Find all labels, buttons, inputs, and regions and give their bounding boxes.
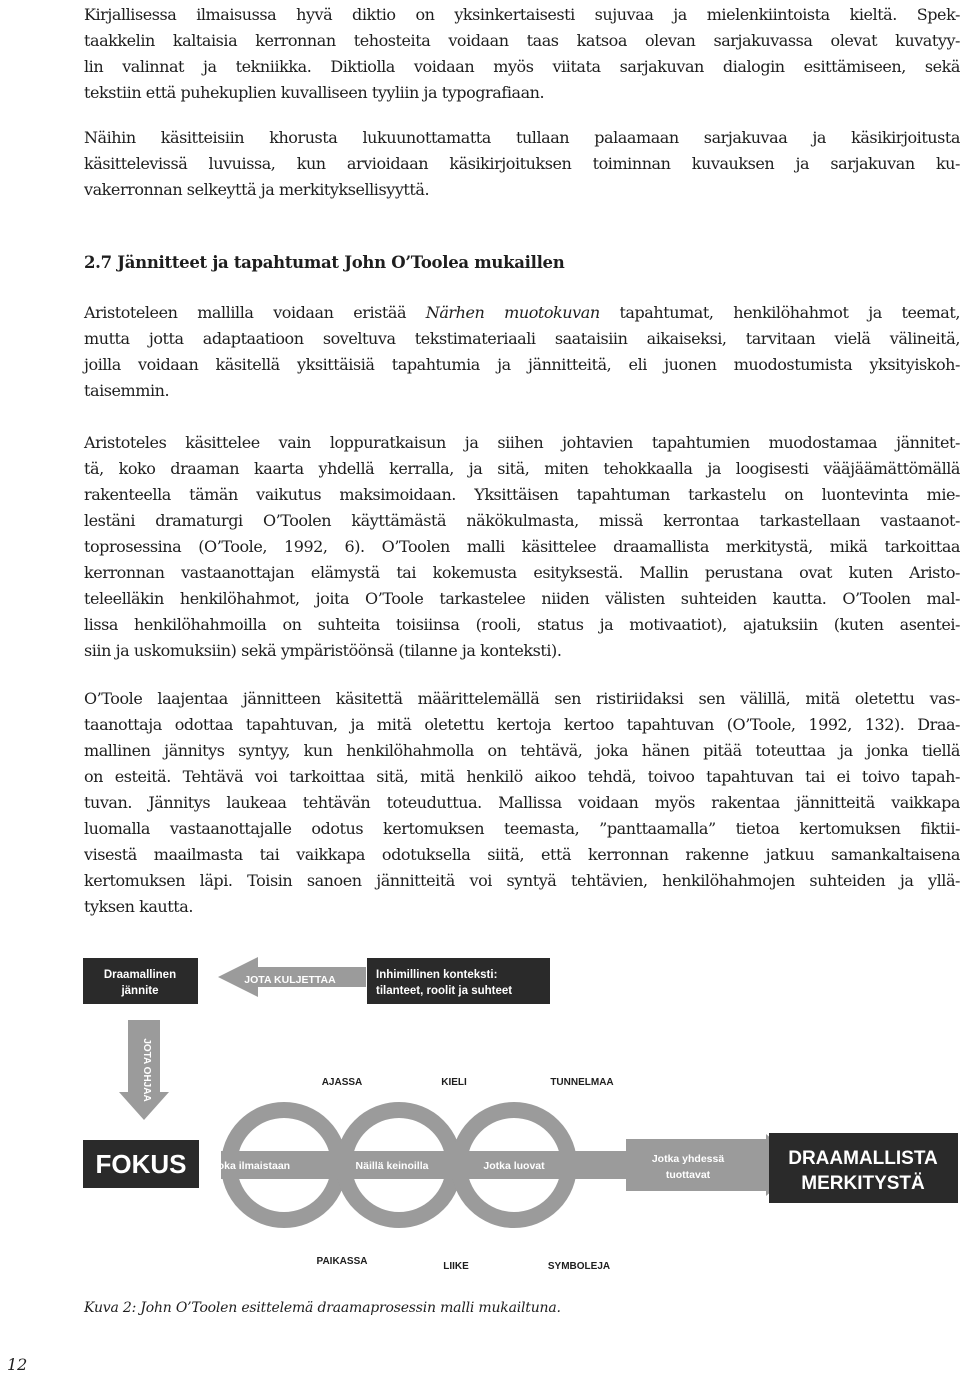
box-inhimillinen-konteksti bbox=[367, 958, 550, 1004]
text-segment: Aristoteleen mallilla voidaan eristää bbox=[84, 303, 426, 322]
text-line: mutta jotta adaptaatioon soveltuva tekstimateriaali saataisiin aikaiseksi, tarvitaan vielä välineitä, bbox=[84, 329, 960, 348]
page-number: 12 bbox=[7, 1355, 28, 1374]
chain-label-joka-ilmaistaan: Joka ilmaistaan bbox=[211, 1160, 291, 1172]
text-line: tekstiin että puhekuplien kuvalliseen tyyliin ja typografiaan. bbox=[84, 83, 545, 102]
paragraph-khorus bbox=[84, 125, 960, 203]
text-line: lin valinnat ja tekniikka. Diktiolla voidaan myös viitata sarjakuvan dialogin esittämiseen, sekä bbox=[84, 57, 960, 76]
arrow-label-jota-kuljettaa: JOTA KULJETTAA bbox=[244, 974, 336, 986]
text-line: toprosessina (O’Toole, 1992, 6). O’Toolen malli käsittelee draamallista merkitystä, mikä tarkoittaa bbox=[84, 537, 960, 556]
text-line: mallinen jännitys syntyy, kun henkilöhahmolla on tehtävä, joka hänen pitää toteuttaa ja jonka tiellä bbox=[84, 741, 960, 760]
text-line: kerronnan vastaanottajan elämystä tai kokemusta esityksestä. Mallin perustana ovat kuten Aristo- bbox=[84, 563, 960, 582]
label-ajassa: AJASSA bbox=[321, 1077, 363, 1088]
chain-label-line: tuottavat bbox=[665, 1169, 711, 1181]
text-line: visestä maailmasta tai vaikkapa odotuksella siitä, että kerronnan rakenne jatkuu samankaltaisena bbox=[84, 845, 960, 864]
text-line: on esteitä. Tehtävä voi tarkoittaa sitä, mitä henkilö aikoo tehdä, toivoo tapahtuvan tai ei toivo tapah- bbox=[84, 767, 960, 786]
text-line: teleelläkin henkilöhahmot, joita O’Toole tarkastelee niiden välisten suhteiden kautta. O’Toolen mal- bbox=[84, 589, 960, 608]
label-symboleja: SYMBOLEJA bbox=[547, 1261, 611, 1272]
drama-process-diagram bbox=[80, 932, 960, 1282]
box-label-line: Inhimillinen konteksti: bbox=[376, 969, 498, 981]
box-label-fokus: FOKUS bbox=[95, 1149, 187, 1179]
text-segment: tapahtumat, henkilöhahmot ja teemat, bbox=[599, 303, 960, 322]
box-label-line: jännite bbox=[121, 985, 159, 997]
label-paikassa: PAIKASSA bbox=[316, 1256, 368, 1267]
text-line: rakenteella tämän vaikutus maksimoidaan. Yksittäisen tapahtuman tarkastelu on luontevinta mie- bbox=[84, 485, 960, 504]
text-line: tä, koko draaman kaarta yhdellä kerralla, ja sitä, miten tehokkaalla ja loogisesti vääjäämättömällä bbox=[84, 459, 960, 478]
chain-arrow-body bbox=[626, 1139, 766, 1191]
text-line: Kirjallisessa ilmaisussa hyvä diktio on yksinkertaisesti sujuvaa ja mielenkiintoista kieltä. Spek- bbox=[84, 5, 960, 24]
text-line bbox=[84, 300, 960, 326]
text-line: taisemmin. bbox=[84, 381, 170, 400]
arrow-label-jota-ohjaa: JOTA OHJAA bbox=[141, 1038, 152, 1102]
text-line: Näihin käsitteisiin khorusta lukuunottamatta tullaan palaamaan sarjakuvaa ja käsikirjoitusta bbox=[84, 128, 960, 147]
paragraph-diktio bbox=[84, 2, 960, 106]
text-line: Aristoteles käsittelee vain loppuratkaisun ja siihen johtavien tapahtumien muodostamaa jännitet- bbox=[84, 433, 960, 452]
work-title: Närhen muotokuvan bbox=[425, 303, 600, 322]
text-line: tuvan. Jännitys laukeaa tehtävän toteuduttua. Mallissa voidaan myös rakentaa jännitteitä vaikkapa bbox=[84, 793, 960, 812]
chain-label-line: Jotka yhdessä bbox=[651, 1153, 725, 1165]
label-liike: LIIKE bbox=[443, 1261, 469, 1272]
text-line: taanottaja odottaa tapahtuvan, ja mitä oletettu kertoja kertoo tapahtuvan (O’Toole, 1992, 132). Draa- bbox=[84, 715, 960, 734]
text-line: luomalla vastaanottajalle odotus kertomuksen teemasta, ”panttaamalla” tietoa kertomuksen fiktii- bbox=[84, 819, 960, 838]
chain-label-jotka-luovat: Jotka luovat bbox=[483, 1160, 545, 1172]
text-line: käsittelevissä luvuissa, kun arvioidaan käsikirjoituksen toiminnan kuvauksen ja sarjakuvan ku- bbox=[84, 154, 960, 173]
paragraph-aristoteles-malli bbox=[84, 300, 960, 404]
figure-caption: Kuva 2: John O’Toolen esittelemä draamaprosessin malli mukailtuna. bbox=[84, 1300, 561, 1316]
text-line: tyksen kautta. bbox=[84, 897, 193, 916]
text-line: kertomuksen läpi. Toisin sanoen jännitteitä voi syntyä tehtävien, henkilöhahmojen suhteiden ja yllä- bbox=[84, 871, 960, 890]
text-line: lissa henkilöhahmoilla on suhteita toisiinsa (rooli, status ja motivaatiot), ajatuksiin (kuten asentei- bbox=[84, 615, 960, 634]
box-label-line: DRAAMALLISTA bbox=[788, 1148, 938, 1169]
box-label-line: MERKITYSTÄ bbox=[801, 1173, 925, 1194]
chain-label-naailla-keinoilla: Näillä keinoilla bbox=[355, 1160, 429, 1172]
box-label-line: Draamallinen bbox=[103, 969, 177, 981]
text-line: siin ja uskomuksiin) sekä ympäristöönsä (tilanne ja konteksti). bbox=[84, 641, 562, 660]
paragraph-jannite bbox=[84, 686, 960, 920]
text-line: taakkelin kaltaisia kerronnan tehosteita voidaan taas katsoa olevan sarjakuvassa olevat kuvatyy- bbox=[84, 31, 960, 50]
text-line: lestäni dramaturgi O’Toolen käyttämästä näkökulmasta, missä kerrontaa tarkastellaan vastaanot- bbox=[84, 511, 960, 530]
box-draamallinen-jannite bbox=[83, 958, 198, 1004]
text-line: vakerronnan selkeyttä ja merkityksellisyyttä. bbox=[84, 180, 430, 199]
box-label-line: tilanteet, roolit ja suhteet bbox=[376, 985, 513, 997]
text-line: O’Toole laajentaa jännitteen käsitettä määrittelemällä sen ristiriidaksi sen välillä, mitä oletettu vas- bbox=[84, 689, 960, 708]
text-line: joilla voidaan käsitellä yksittäisiä tapahtumia ja jännitteitä, eli juonen muodostumista yksityiskoh- bbox=[84, 355, 960, 374]
paragraph-otoole-malli bbox=[84, 430, 960, 664]
label-kieli: KIELI bbox=[441, 1077, 467, 1088]
label-tunnelmaa: TUNNELMAA bbox=[550, 1077, 614, 1088]
section-heading: 2.7 Jännitteet ja tapahtumat John O’Toolea mukaillen bbox=[84, 253, 565, 272]
